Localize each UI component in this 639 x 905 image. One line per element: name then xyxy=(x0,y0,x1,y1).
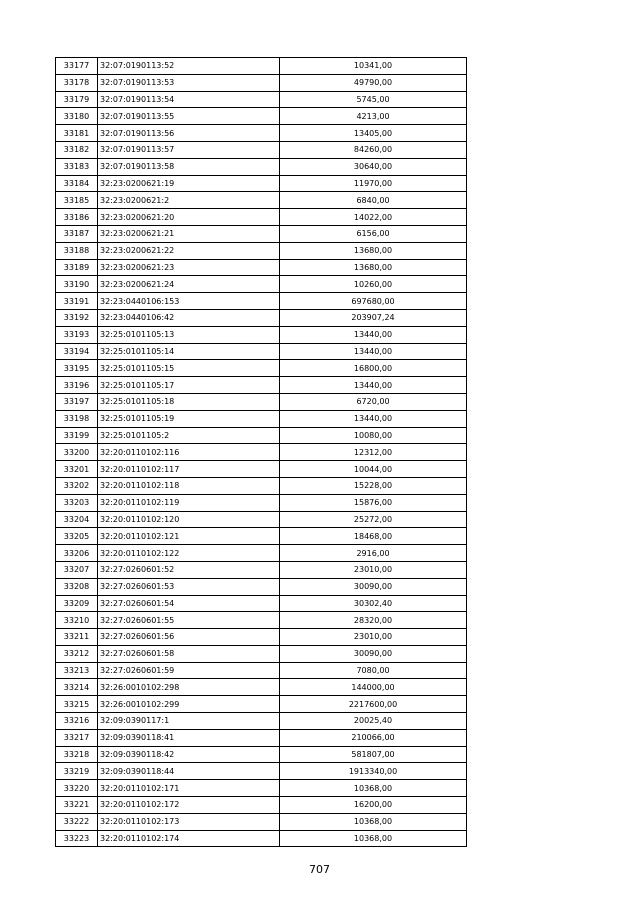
cadastral-number-cell: 32:23:0200621:22 xyxy=(98,242,280,259)
row-number-cell: 33198 xyxy=(56,410,98,427)
cadastral-value-cell: 10260,00 xyxy=(280,276,467,293)
cadastral-number-cell: 32:27:0260601:55 xyxy=(98,612,280,629)
cadastral-number-cell: 32:20:0110102:119 xyxy=(98,494,280,511)
cadastral-value-cell: 7080,00 xyxy=(280,662,467,679)
cadastral-number-cell: 32:27:0260601:54 xyxy=(98,595,280,612)
cadastral-value-cell: 10080,00 xyxy=(280,427,467,444)
table-row xyxy=(56,393,467,410)
row-number-cell: 33219 xyxy=(56,763,98,780)
cadastral-number-cell: 32:07:0190113:58 xyxy=(98,158,280,175)
row-number-cell: 33194 xyxy=(56,343,98,360)
table-row xyxy=(56,343,467,360)
table-row xyxy=(56,209,467,226)
table-row xyxy=(56,797,467,814)
cadastral-number-cell: 32:09:0390118:44 xyxy=(98,763,280,780)
cadastral-value-cell: 10368,00 xyxy=(280,813,467,830)
table-row xyxy=(56,494,467,511)
cadastral-value-cell: 13440,00 xyxy=(280,343,467,360)
row-number-cell: 33185 xyxy=(56,192,98,209)
cadastral-value-cell: 6156,00 xyxy=(280,225,467,242)
table-row xyxy=(56,813,467,830)
row-number-cell: 33186 xyxy=(56,209,98,226)
table-row xyxy=(56,410,467,427)
cadastral-value-cell: 2916,00 xyxy=(280,545,467,562)
cadastral-value-cell: 10341,00 xyxy=(280,58,467,75)
table-row xyxy=(56,746,467,763)
row-number-cell: 33218 xyxy=(56,746,98,763)
table-row xyxy=(56,662,467,679)
cadastral-number-cell: 32:23:0200621:20 xyxy=(98,209,280,226)
row-number-cell: 33184 xyxy=(56,175,98,192)
table-row xyxy=(56,74,467,91)
cadastral-number-cell: 32:20:0110102:174 xyxy=(98,830,280,847)
cadastral-number-cell: 32:09:0390117:1 xyxy=(98,713,280,730)
row-number-cell: 33181 xyxy=(56,125,98,142)
cadastral-number-cell: 32:09:0390118:42 xyxy=(98,746,280,763)
cadastral-number-cell: 32:27:0260601:52 xyxy=(98,561,280,578)
cadastral-value-cell: 10044,00 xyxy=(280,461,467,478)
cadastral-value-cell: 6840,00 xyxy=(280,192,467,209)
cadastral-value-cell: 15228,00 xyxy=(280,477,467,494)
table-row xyxy=(56,259,467,276)
row-number-cell: 33201 xyxy=(56,461,98,478)
cadastral-number-cell: 32:26:0010102:299 xyxy=(98,696,280,713)
row-number-cell: 33208 xyxy=(56,578,98,595)
row-number-cell: 33222 xyxy=(56,813,98,830)
cadastral-number-cell: 32:27:0260601:56 xyxy=(98,629,280,646)
table-row xyxy=(56,444,467,461)
cadastral-number-cell: 32:07:0190113:57 xyxy=(98,141,280,158)
cadastral-value-cell: 30090,00 xyxy=(280,578,467,595)
row-number-cell: 33223 xyxy=(56,830,98,847)
table-row xyxy=(56,242,467,259)
cadastral-value-cell: 25272,00 xyxy=(280,511,467,528)
table-row xyxy=(56,679,467,696)
cadastral-value-cell: 12312,00 xyxy=(280,444,467,461)
cadastral-value-cell: 4213,00 xyxy=(280,108,467,125)
cadastral-value-cell: 23010,00 xyxy=(280,561,467,578)
cadastral-number-cell: 32:25:0101105:17 xyxy=(98,377,280,394)
cadastral-number-cell: 32:23:0200621:2 xyxy=(98,192,280,209)
table-row xyxy=(56,125,467,142)
table-row xyxy=(56,158,467,175)
row-number-cell: 33182 xyxy=(56,141,98,158)
row-number-cell: 33220 xyxy=(56,780,98,797)
cadastral-number-cell: 32:07:0190113:53 xyxy=(98,74,280,91)
row-number-cell: 33187 xyxy=(56,225,98,242)
table-row xyxy=(56,511,467,528)
cadastral-value-cell: 203907,24 xyxy=(280,309,467,326)
cadastral-number-cell: 32:07:0190113:52 xyxy=(98,58,280,75)
cadastral-value-cell: 28320,00 xyxy=(280,612,467,629)
cadastral-value-cell: 697680,00 xyxy=(280,293,467,310)
cadastral-number-cell: 32:20:0110102:173 xyxy=(98,813,280,830)
cadastral-value-cell: 13440,00 xyxy=(280,377,467,394)
cadastral-number-cell: 32:20:0110102:116 xyxy=(98,444,280,461)
row-number-cell: 33190 xyxy=(56,276,98,293)
table-row xyxy=(56,326,467,343)
row-number-cell: 33216 xyxy=(56,713,98,730)
cadastral-number-cell: 32:25:0101105:13 xyxy=(98,326,280,343)
table-row xyxy=(56,225,467,242)
table-row xyxy=(56,91,467,108)
cadastral-value-cell: 30090,00 xyxy=(280,645,467,662)
row-number-cell: 33199 xyxy=(56,427,98,444)
cadastral-value-cell: 23010,00 xyxy=(280,629,467,646)
table-row xyxy=(56,192,467,209)
cadastral-value-cell: 2217600,00 xyxy=(280,696,467,713)
table-row xyxy=(56,578,467,595)
cadastral-number-cell: 32:23:0200621:19 xyxy=(98,175,280,192)
table-row xyxy=(56,276,467,293)
row-number-cell: 33203 xyxy=(56,494,98,511)
table-row xyxy=(56,461,467,478)
table-row xyxy=(56,293,467,310)
cadastral-number-cell: 32:20:0110102:122 xyxy=(98,545,280,562)
row-number-cell: 33207 xyxy=(56,561,98,578)
cadastral-value-cell: 20025,40 xyxy=(280,713,467,730)
page-number: 707 xyxy=(309,863,330,876)
cadastral-value-cell: 13680,00 xyxy=(280,259,467,276)
row-number-cell: 33183 xyxy=(56,158,98,175)
table-row xyxy=(56,175,467,192)
cadastral-value-cell: 5745,00 xyxy=(280,91,467,108)
cadastral-value-cell: 10368,00 xyxy=(280,830,467,847)
table-row xyxy=(56,477,467,494)
cadastral-number-cell: 32:20:0110102:121 xyxy=(98,528,280,545)
cadastral-value-cell: 16200,00 xyxy=(280,797,467,814)
cadastral-value-cell: 13680,00 xyxy=(280,242,467,259)
row-number-cell: 33211 xyxy=(56,629,98,646)
row-number-cell: 33180 xyxy=(56,108,98,125)
table-row xyxy=(56,561,467,578)
table-row xyxy=(56,645,467,662)
cadastral-value-cell: 14022,00 xyxy=(280,209,467,226)
cadastral-number-cell: 32:20:0110102:117 xyxy=(98,461,280,478)
cadastral-value-cell: 10368,00 xyxy=(280,780,467,797)
cadastral-value-cell: 11970,00 xyxy=(280,175,467,192)
cadastral-value-cell: 13405,00 xyxy=(280,125,467,142)
table-row xyxy=(56,629,467,646)
table-row xyxy=(56,696,467,713)
row-number-cell: 33204 xyxy=(56,511,98,528)
cadastral-number-cell: 32:25:0101105:2 xyxy=(98,427,280,444)
table-row xyxy=(56,612,467,629)
cadastral-value-cell: 1913340,00 xyxy=(280,763,467,780)
cadastral-value-cell: 49790,00 xyxy=(280,74,467,91)
row-number-cell: 33215 xyxy=(56,696,98,713)
row-number-cell: 33202 xyxy=(56,477,98,494)
table-row xyxy=(56,595,467,612)
cadastral-number-cell: 32:27:0260601:59 xyxy=(98,662,280,679)
row-number-cell: 33214 xyxy=(56,679,98,696)
row-number-cell: 33213 xyxy=(56,662,98,679)
cadastral-number-cell: 32:27:0260601:53 xyxy=(98,578,280,595)
row-number-cell: 33200 xyxy=(56,444,98,461)
table-row xyxy=(56,309,467,326)
cadastral-value-cell: 13440,00 xyxy=(280,326,467,343)
table-row xyxy=(56,545,467,562)
table-row xyxy=(56,141,467,158)
row-number-cell: 33193 xyxy=(56,326,98,343)
row-number-cell: 33221 xyxy=(56,797,98,814)
row-number-cell: 33179 xyxy=(56,91,98,108)
table-row xyxy=(56,830,467,847)
cadastral-value-cell: 144000,00 xyxy=(280,679,467,696)
table-row xyxy=(56,780,467,797)
row-number-cell: 33196 xyxy=(56,377,98,394)
row-number-cell: 33206 xyxy=(56,545,98,562)
row-number-cell: 33209 xyxy=(56,595,98,612)
cadastral-number-cell: 32:07:0190113:54 xyxy=(98,91,280,108)
cadastral-number-cell: 32:25:0101105:19 xyxy=(98,410,280,427)
cadastral-number-cell: 32:23:0200621:21 xyxy=(98,225,280,242)
cadastral-number-cell: 32:20:0110102:171 xyxy=(98,780,280,797)
row-number-cell: 33192 xyxy=(56,309,98,326)
cadastral-number-cell: 32:27:0260601:58 xyxy=(98,645,280,662)
row-number-cell: 33189 xyxy=(56,259,98,276)
cadastral-value-cell: 581807,00 xyxy=(280,746,467,763)
row-number-cell: 33197 xyxy=(56,393,98,410)
table-body xyxy=(56,58,467,847)
cadastral-value-cell: 16800,00 xyxy=(280,360,467,377)
row-number-cell: 33205 xyxy=(56,528,98,545)
cadastral-number-cell: 32:07:0190113:56 xyxy=(98,125,280,142)
cadastral-value-cell: 84260,00 xyxy=(280,141,467,158)
cadastral-value-cell: 15876,00 xyxy=(280,494,467,511)
cadastral-number-cell: 32:20:0110102:118 xyxy=(98,477,280,494)
cadastral-number-cell: 32:23:0200621:24 xyxy=(98,276,280,293)
row-number-cell: 33210 xyxy=(56,612,98,629)
row-number-cell: 33191 xyxy=(56,293,98,310)
table-row xyxy=(56,377,467,394)
cadastral-number-cell: 32:23:0440106:153 xyxy=(98,293,280,310)
row-number-cell: 33188 xyxy=(56,242,98,259)
table-row xyxy=(56,729,467,746)
cadastral-number-cell: 32:25:0101105:18 xyxy=(98,393,280,410)
table-row xyxy=(56,528,467,545)
cadastral-value-cell: 6720,00 xyxy=(280,393,467,410)
cadastral-value-cell: 30302,40 xyxy=(280,595,467,612)
table-row xyxy=(56,427,467,444)
cadastral-number-cell: 32:26:0010102:298 xyxy=(98,679,280,696)
cadastral-number-cell: 32:23:0440106:42 xyxy=(98,309,280,326)
row-number-cell: 33178 xyxy=(56,74,98,91)
table-row xyxy=(56,763,467,780)
table-row xyxy=(56,58,467,75)
table-row xyxy=(56,713,467,730)
cadastral-number-cell: 32:09:0390118:41 xyxy=(98,729,280,746)
cadastral-number-cell: 32:20:0110102:120 xyxy=(98,511,280,528)
table-row xyxy=(56,360,467,377)
cadastral-value-cell: 210066,00 xyxy=(280,729,467,746)
row-number-cell: 33217 xyxy=(56,729,98,746)
cadastral-number-cell: 32:07:0190113:55 xyxy=(98,108,280,125)
cadastral-value-cell: 13440,00 xyxy=(280,410,467,427)
row-number-cell: 33195 xyxy=(56,360,98,377)
cadastral-number-cell: 32:20:0110102:172 xyxy=(98,797,280,814)
cadastral-number-cell: 32:25:0101105:14 xyxy=(98,343,280,360)
table-row xyxy=(56,108,467,125)
cadastral-value-cell: 18468,00 xyxy=(280,528,467,545)
row-number-cell: 33212 xyxy=(56,645,98,662)
cadastral-value-cell: 30640,00 xyxy=(280,158,467,175)
cadastral-number-cell: 32:25:0101105:15 xyxy=(98,360,280,377)
row-number-cell: 33177 xyxy=(56,58,98,75)
cadastral-number-cell: 32:23:0200621:23 xyxy=(98,259,280,276)
cadastral-value-table xyxy=(55,57,467,847)
